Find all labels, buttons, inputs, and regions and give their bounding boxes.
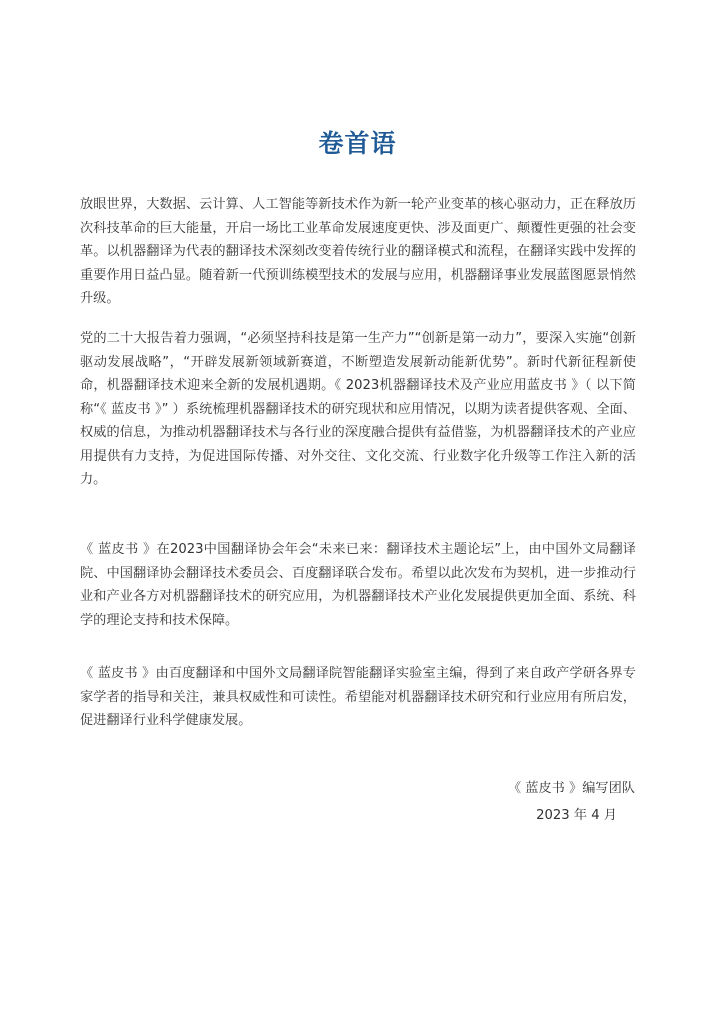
paragraph-3: 《 蓝皮书 》在2023中国翻译协会年会“未来已来：翻译技术主题论坛”上，由中国外文局翻译院、中国翻译协会翻译技术委员会、百度翻译联合发布。希望以此次发布为契机，进一步推动行业和产业各方对机器翻译技术的研究应用，为机器翻译技术产业化发展提供更加全面、系统、科学的理论支持和技术保障。 [80,542,636,628]
paragraph-1: 放眼世界，大数据、云计算、人工智能等新技术作为新一轮产业变革的核心驱动力，正在释放历次科技革命的巨大能量，开启一场比工业革命发展速度更快、涉及面更广、颠覆性更强的社会变革。以机器翻译为代表的翻译技术深刻改变着传统行业的翻译模式和流程，在翻译实践中发挥的重要作用日益凸显。随着新一代预训练模型技术的发展与应用，机器翻译事业发展蓝图愿景悄然升级。 [80,197,636,306]
signature-date: 2023 年 4 月 [536,808,617,823]
paragraph-4: 《 蓝皮书 》由百度翻译和中国外文局翻译院智能翻译实验室主编，得到了来自政产学研各界专家学者的指导和关注，兼具权威性和可读性。希望能对机器翻译技术研究和行业应用有所启发，促进翻译行业科学健康发展。 [80,666,636,728]
page-title: 卷首语 [318,129,397,158]
signature-team: 《 蓝皮书 》编写团队 [507,781,635,796]
paragraph-2: 党的二十大报告着力强调，“必须坚持科技是第一生产力”“创新是第一动力”，要深入实施“创新驱动发展战略”，“开辟发展新领域新赛道，不断塑造发展新动能新优势”。新时代新征程新使命，机器翻译技术迎来全新的发展机遇期。《 2023机器翻译技术及产业应用蓝皮书 》（ 以下简称“《 蓝皮书 》” ）系统梳理机器翻译技术的研究现状和应用情况，以期为读者提供客观、全面、权威的信息，为推动机器翻译技术与各行业的深度融合提供有益借鉴，为机器翻译技术的产业应用提供有力支持，为促进国际传播、对外交往、文化交流、行业数字化升级等工作注入新的活力。 [80,331,636,487]
